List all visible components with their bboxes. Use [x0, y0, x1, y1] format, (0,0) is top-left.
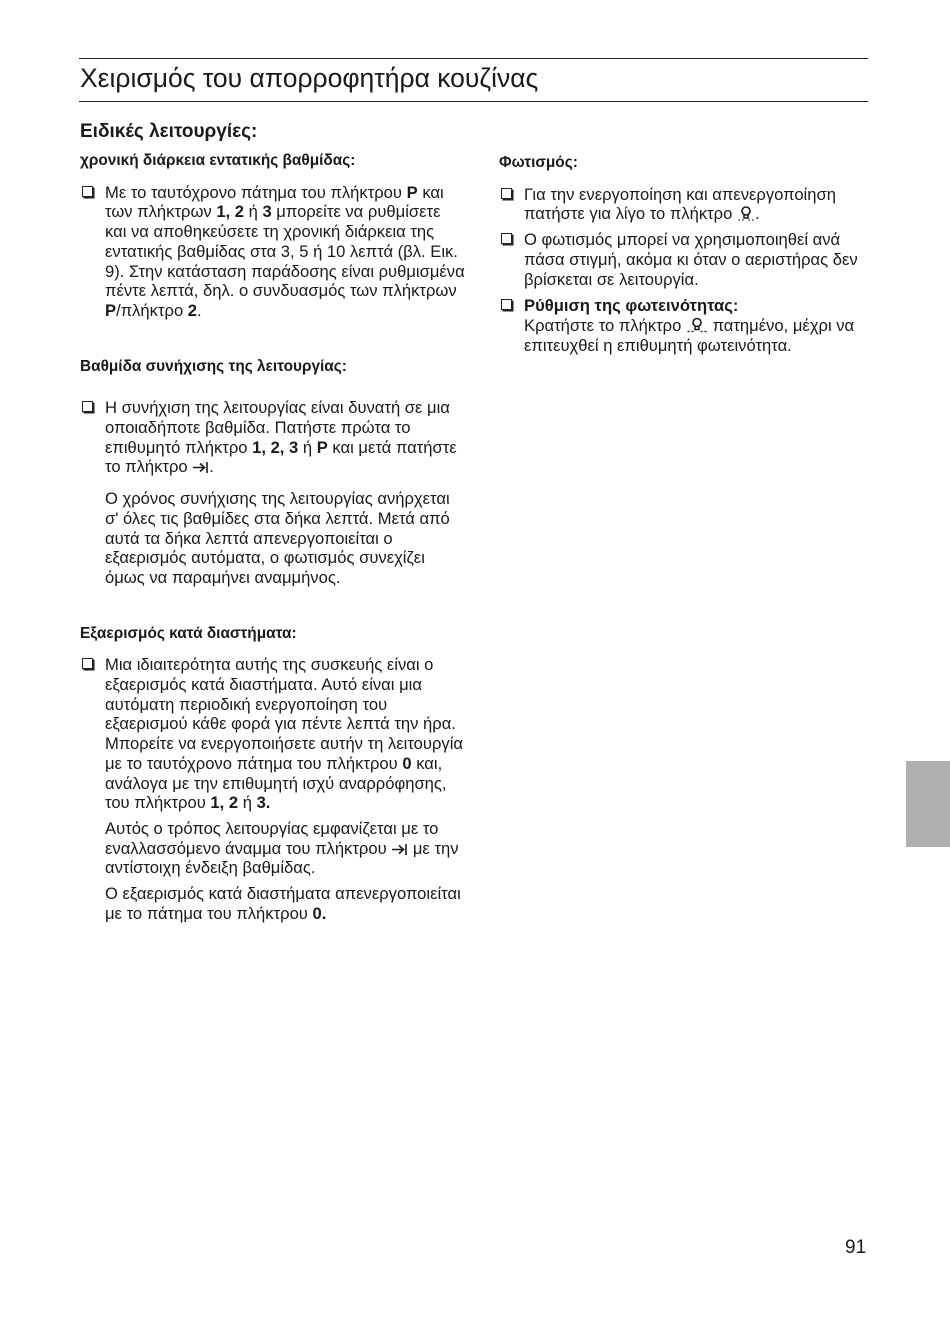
light-bulb-icon [737, 205, 755, 222]
page-number: 91 [845, 1237, 867, 1258]
checkbox-bullet-icon [82, 401, 93, 412]
lighting-item-2: Ο φωτισμός μπορεί να χρησιμοποιηθεί ανά πάσα στιγμή, ακόμα κι όταν ο αεριστήρας δεν βρίσκεται σε λειτουργία. [499, 230, 871, 289]
brightness-heading: Ρύθμιση της φωτεινότητας: [524, 296, 739, 316]
interval-item: Μια ιδιαιτερότητα αυτής της συσκευής είναι ο εξαερισμός κατά διαστήματα. Αυτό είναι μια αυτόματη περιοδική ενεργοποίηση του εξαερισμού κάθε φορά για πέντε λεπτά την ήρα. Μπορείτε να ενεργοποιήσετε αυτήν τη λειτουργία με το ταυτόχρονο πάτημα του πλήκτρου 0 και, ανάλογα με την επιθυμητή ισχύ αναρρόφησης, του πλήκτρου 1, 2 ή 3. [80, 655, 465, 813]
section-heading: Ειδικές λειτουργίες: [80, 121, 258, 142]
lighting-heading: Φωτισμός: [499, 154, 578, 171]
header-rule-top [79, 58, 868, 59]
chapter-tab-marker [906, 761, 950, 847]
lighting-item-1: Για την ενεργοποίηση και απενεργοποίηση πατήστε για λίγο το πλήκτρο . [499, 185, 871, 224]
checkbox-bullet-icon [82, 186, 93, 197]
page-title: Χειρισμός του απορροφητήρα κουζίνας [80, 63, 539, 93]
right-column [499, 153, 871, 355]
runon-paragraph-2: Ο χρόνος συνήχισης της λειτουργίας ανήρχεται σ' όλες τις βαθμίδες στα δήκα λεπτά. Μετά από αυτά τα δήκα λεπτά απενεργοποιείται ο εξαερισμός αυτόματα, ο φωτισμός συνεχίζει όμως να παραμήνει αναμμήνος. [105, 489, 450, 587]
runon-item: Η συνήχιση της λειτουργίας είναι δυνατή σε μια οποιαδήποτε βαθμίδα. Πατήστε πρώτα το επιθυμητό πλήκτρο 1, 2, 3 ή P και μετά πατήστε το πλήκτρο . [80, 398, 465, 477]
interval-heading: Εξαερισμός κατά διαστήματα: [80, 624, 297, 642]
run-on-arrow-icon [391, 842, 408, 857]
brightness-item: Ρύθμιση της φωτεινότητας: Κρατήστε το πλήκτρο πατημένο, μέχρι να επιτευχθεί η επιθυμητή φωτεινότητα. [499, 296, 871, 355]
checkbox-bullet-icon [501, 299, 512, 310]
interval-paragraph-2: Αυτός ο τρόπος λειτουργίας εμφανίζεται με το εναλλασσόμενο άναμμα του πλήκτρου με την αντίστοιχη ένδειξη βαθμίδας. [105, 818, 459, 878]
header-rule-bottom [79, 101, 868, 102]
run-on-arrow-icon [192, 460, 209, 475]
checkbox-bullet-icon [501, 188, 512, 199]
interval-paragraph-3: Ο εξαερισμός κατά διαστήματα απενεργοποιείται με το πάτημα του πλήκτρου 0. [105, 884, 461, 923]
left-column [80, 151, 465, 924]
light-bulb-icon [686, 316, 708, 334]
checkbox-bullet-icon [501, 233, 512, 244]
runon-heading: Βαθμίδα συνήχισης της λειτουργίας: [80, 357, 347, 375]
intensive-item: Με το ταυτόχρονο πάτημα του πλήκτρου P και των πλήκτρων 1, 2 ή 3 μπορείτε να ρυθμίσετε και να αποθηκεύσετε τη χρονική διάρκεια της εντατικής βαθμίδας στα 3, 5 ή 10 λεπτά (βλ. Εικ. 9). Στην κατάσταση παράδοσης είναι ρυθμισμένα πέντε λεπτά, δηλ. ο συνδυασμός των πλήκτρων P/πλήκτρο 2. [80, 183, 465, 321]
intensive-heading: χρονική διάρκεια εντατικής βαθμίδας: [80, 152, 356, 169]
checkbox-bullet-icon [82, 658, 93, 669]
